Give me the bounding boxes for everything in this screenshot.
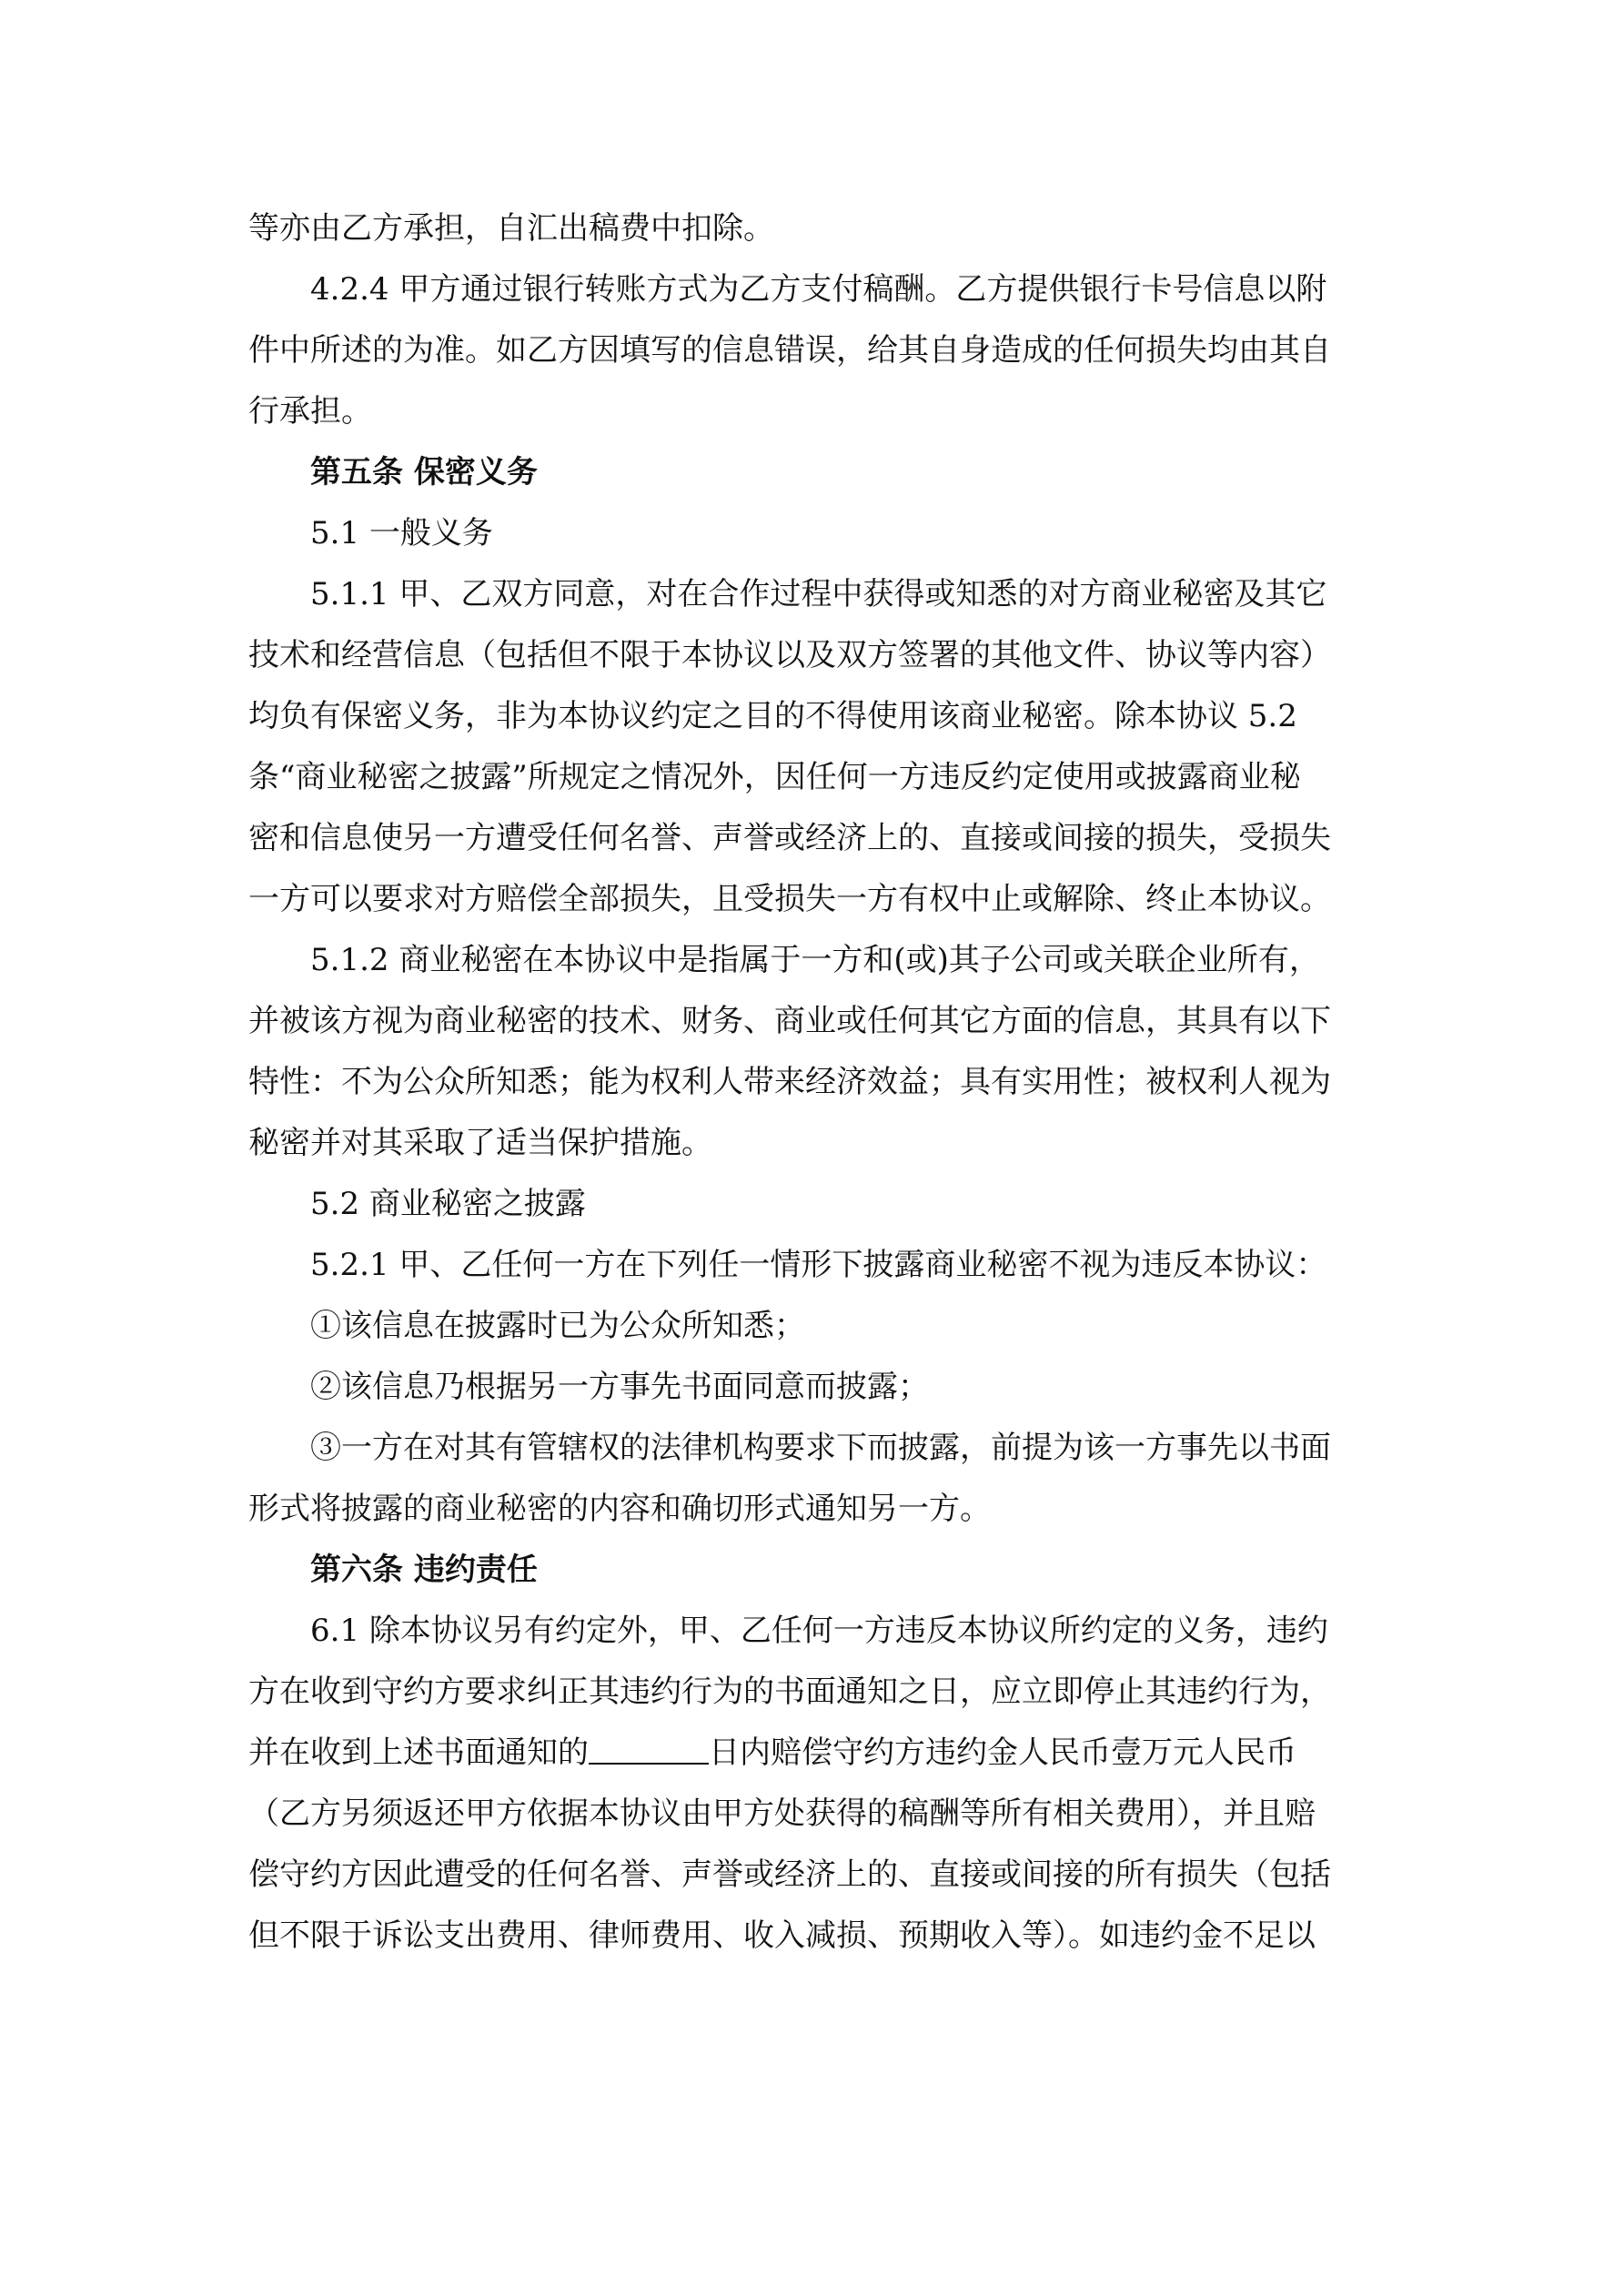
paragraph-line: 形式将披露的商业秘密的内容和确切形式通知另一方。: [248, 1491, 991, 1527]
paragraph-line: 5.1 一般义务: [310, 515, 493, 551]
paragraph-line: 偿守约方因此遭受的任何名誉、声誉或经济上的、直接或间接的所有损失（包括: [248, 1856, 1331, 1893]
paragraph-line: ①该信息在披露时已为公众所知悉；: [310, 1308, 805, 1344]
paragraph-line: 5.2 商业秘密之披露: [310, 1186, 586, 1222]
paragraph-line: 特性：不为公众所知悉；能为权利人带来经济效益；具有实用性；被权利人视为: [248, 1064, 1331, 1100]
section-heading: 第五条 保密义务: [310, 454, 538, 491]
paragraph-line: 但不限于诉讼支出费用、律师费用、收入减损、预期收入等）。如违约金不足以: [248, 1917, 1316, 1954]
penalty-clause-after: 日内赔偿守约方违约金人民币壹万元人民币: [709, 1735, 1296, 1771]
paragraph-line: 行承担。: [248, 393, 372, 430]
paragraph-line: （乙方另须返还甲方依据本协议由甲方处获得的稿酬等所有相关费用），并且赔: [248, 1795, 1316, 1832]
days-blank-field: [589, 1732, 709, 1765]
paragraph-line: 技术和经营信息（包括但不限于本协议以及双方签署的其他文件、协议等内容）: [248, 637, 1331, 673]
paragraph-line: 条“商业秘密之披露”所规定之情况外，因任何一方违反约定使用或披露商业秘: [248, 759, 1301, 795]
paragraph-line: ③一方在对其有管辖权的法律机构要求下而披露，前提为该一方事先以书面: [310, 1430, 1331, 1466]
paragraph-line: 5.1.2 商业秘密在本协议中是指属于一方和(或)其子公司或关联企业所有，: [310, 942, 1320, 978]
paragraph-line: 秘密并对其采取了适当保护措施。: [248, 1125, 712, 1161]
paragraph-line: ②该信息乃根据另一方事先书面同意而披露；: [310, 1369, 929, 1405]
paragraph-line: 均负有保密义务，非为本协议约定之目的不得使用该商业秘密。除本协议 5.2: [248, 698, 1297, 734]
paragraph-line: 一方可以要求对方赔偿全部损失，且受损失一方有权中止或解除、终止本协议。: [248, 881, 1331, 917]
penalty-clause-line: [248, 1723, 1377, 1784]
paragraph-line: 5.2.1 甲、乙任何一方在下列任一情形下披露商业秘密不视为违反本协议：: [310, 1247, 1327, 1283]
paragraph-line: 件中所述的为准。如乙方因填写的信息错误，给其自身造成的任何损失均由其自: [248, 332, 1331, 369]
paragraph-line: 等亦由乙方承担，自汇出稿费中扣除。: [248, 210, 774, 247]
paragraph-line: 5.1.1 甲、乙双方同意，对在合作过程中获得或知悉的对方商业秘密及其它: [310, 576, 1327, 612]
section-heading: 第六条 违约责任: [310, 1552, 538, 1588]
paragraph-line: 4.2.4 甲方通过银行转账方式为乙方支付稿酬。乙方提供银行卡号信息以附: [310, 271, 1327, 308]
document-body: [248, 198, 1377, 1967]
paragraph-line: 方在收到守约方要求纠正其违约行为的书面通知之日，应立即停止其违约行为，: [248, 1674, 1331, 1710]
paragraph-line: 并被该方视为商业秘密的技术、财务、商业或任何其它方面的信息，其具有以下: [248, 1003, 1331, 1039]
penalty-clause-before: 并在收到上述书面通知的: [248, 1735, 589, 1771]
paragraph-line: 6.1 除本协议另有约定外，甲、乙任何一方违反本协议所约定的义务，违约: [310, 1613, 1328, 1649]
paragraph-line: 密和信息使另一方遭受任何名誉、声誉或经济上的、直接或间接的损失，受损失: [248, 820, 1331, 856]
